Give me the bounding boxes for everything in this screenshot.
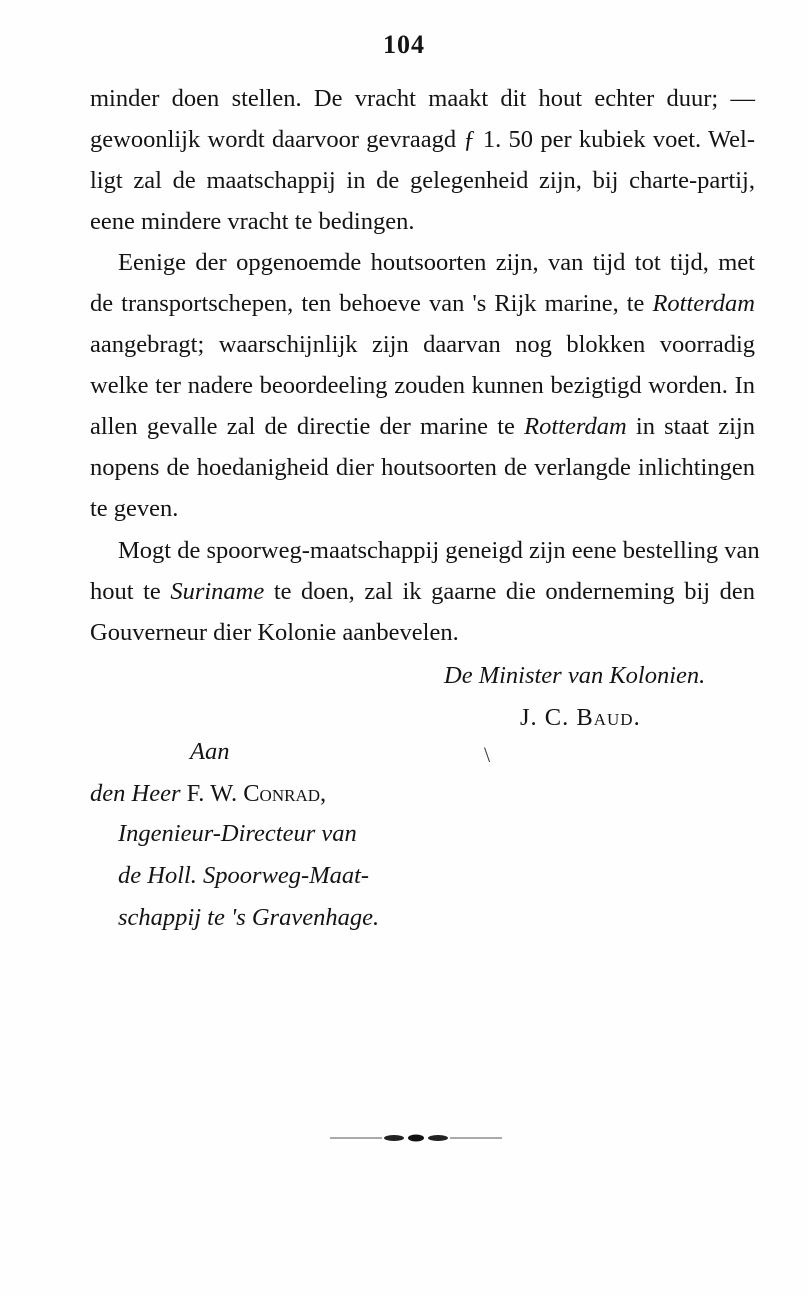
text-segment: allen gevalle zal de directie der marine te [90, 413, 525, 440]
paragraph-continuation [90, 78, 755, 242]
text-line: ligt zal de maatschappij in de gelegenheid zijn, bij charte-partij, [90, 167, 755, 194]
text-line: eene mindere vracht te bedingen. [90, 208, 415, 235]
address-line-place: schappij te 's Gravenhage. [118, 904, 380, 931]
address-salutation: den Heer [90, 780, 181, 807]
text-line: Mogt de spoorweg-maatschappij geneigd zijn eene bestelling van [118, 537, 760, 564]
signature-name [520, 704, 641, 732]
text-line [90, 571, 755, 612]
text-line: aangebragt; waarschijnlijk zijn daarvan nog blokken voorradig [90, 331, 755, 358]
address-comma: , [320, 780, 327, 807]
address-line-function: Ingenieur-Directeur van [118, 820, 357, 847]
paragraph-houtsoorten [90, 242, 755, 529]
text-segment: de transportschepen, ten behoeve van 's Rijk marine, te [90, 290, 653, 317]
text-line: minder doen stellen. De vracht maakt dit hout echter duur; — [90, 85, 755, 112]
signature-title: De Minister van Kolonien. [444, 662, 706, 689]
place-name-rotterdam: Rotterdam [524, 413, 627, 440]
text-line [90, 283, 755, 324]
ornament-rule [330, 1130, 502, 1146]
page-number: 104 [383, 30, 425, 59]
address-aan: Aan [190, 738, 230, 765]
stray-mark: \ [484, 742, 491, 767]
signature-period: . [633, 704, 641, 731]
text-line: welke ter nadere beoordeeling zouden kunnen bezigtigd worden. In [90, 372, 755, 399]
paragraph-bestelling [90, 530, 760, 653]
address-surname: Conrad [243, 780, 321, 807]
text-line: gewoonlijk wordt daarvoor gevraagd ƒ 1. 50 per kubiek voet. Wel- [90, 126, 755, 153]
text-line [90, 406, 755, 447]
text-segment: hout te [90, 578, 171, 605]
address-line-company: de Holl. Spoorweg-Maat- [118, 862, 370, 889]
address-recipient [90, 780, 326, 808]
text-line: Eenige der opgenoemde houtsoorten zijn, van tijd tot tijd, met [118, 249, 755, 276]
signature-surname: Baud [576, 704, 634, 731]
text-line: Gouverneur dier Kolonie aanbevelen. [90, 619, 459, 646]
text-line: te geven. [90, 495, 179, 522]
address-initials: F. W. [180, 780, 244, 807]
place-name-rotterdam: Rotterdam [652, 290, 755, 317]
signature-initials: J. C. [520, 704, 577, 731]
ornament-lobe-left [384, 1135, 404, 1141]
ornament-lobe-right [428, 1135, 448, 1141]
place-name-suriname: Suriname [170, 578, 265, 605]
text-segment: te doen, zal ik gaarne die onderneming bij den [264, 578, 755, 605]
ornament-center [408, 1135, 424, 1142]
text-segment: in staat zijn [626, 413, 755, 440]
text-line: nopens de hoedanigheid dier houtsoorten de verlangde inlichtingen [90, 454, 755, 481]
